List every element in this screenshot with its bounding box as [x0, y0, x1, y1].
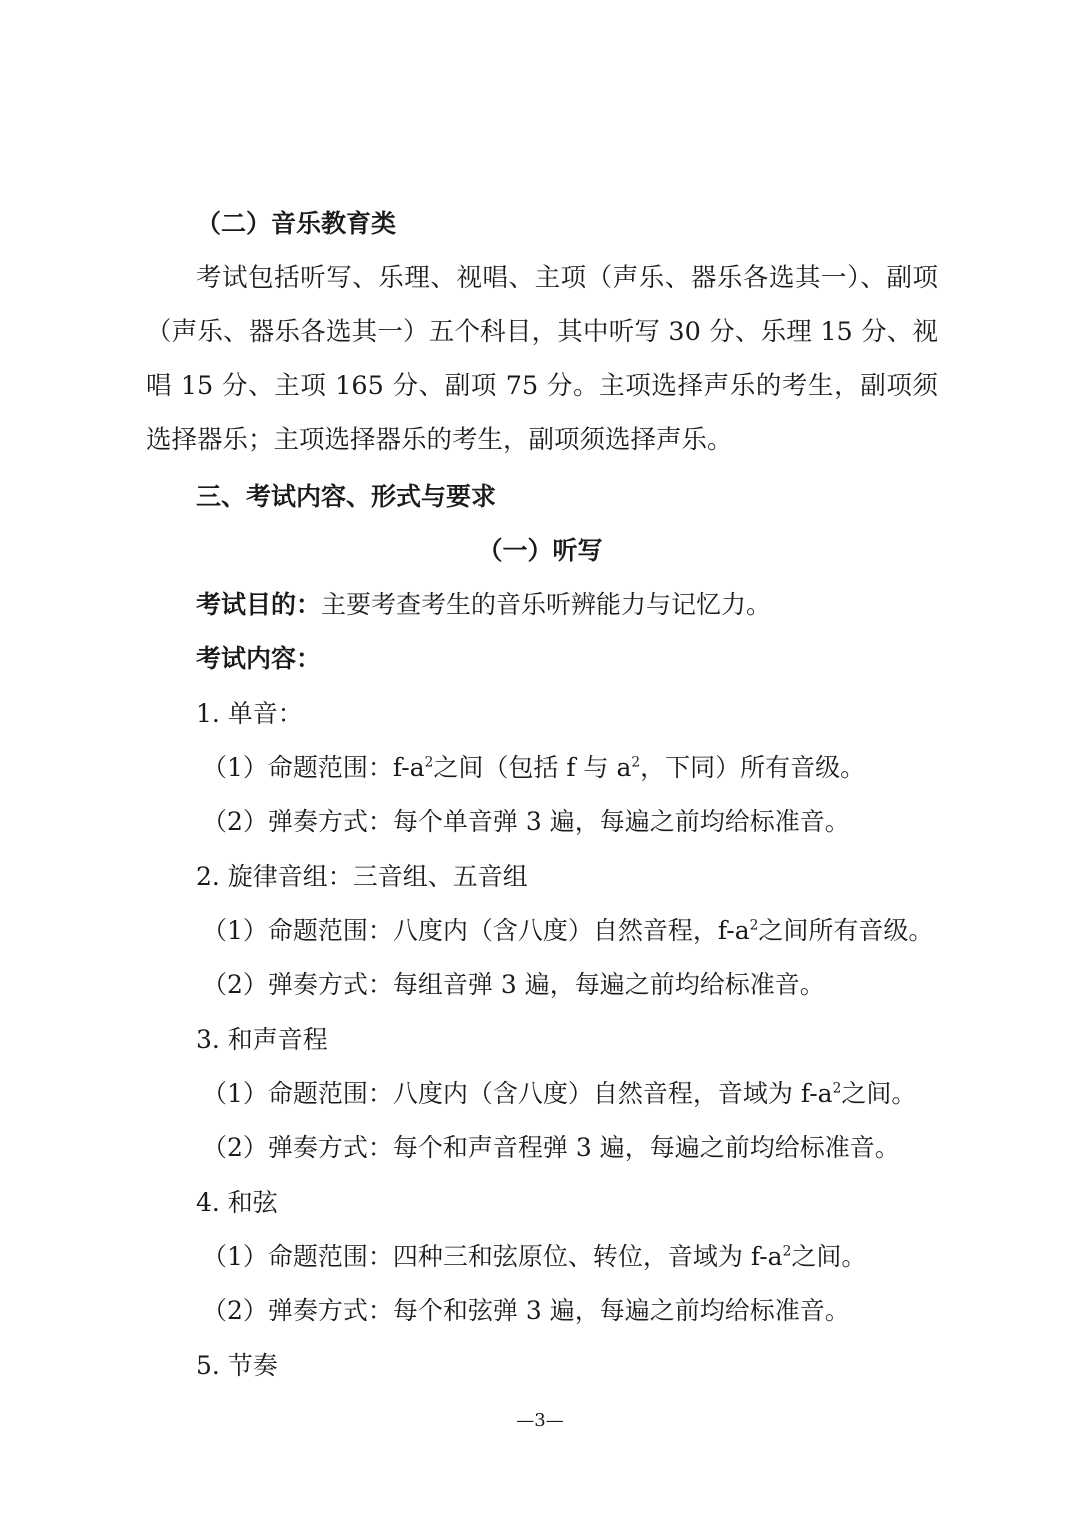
item-title-rhythm: 5. 节奏 [196, 1351, 278, 1380]
item-play-single-note: （2）弹奏方式：每个单音弹 3 遍，每遍之前均给标准音。 [202, 807, 850, 836]
section-heading-exam-content: 三、考试内容、形式与要求 [196, 482, 497, 511]
superscript: 2 [631, 754, 641, 771]
item-title-single-note: 1. 单音： [196, 699, 303, 728]
range-text: （1）命题范围：f-a [202, 753, 425, 782]
item-title-melodic-group: 2. 旋律音组：三音组、五音组 [196, 862, 528, 891]
range-text: 之间（包括 f 与 a [433, 753, 632, 782]
superscript: 2 [832, 1080, 842, 1097]
exam-purpose-text: 主要考查考生的音乐听辨能力与记忆力。 [321, 590, 772, 619]
item-range-single-note [202, 741, 1002, 795]
page-number: —3— [516, 1410, 564, 1431]
item-range-melodic-group [202, 904, 1002, 958]
range-text: ，下同）所有音级。 [640, 753, 866, 782]
superscript: 2 [782, 1243, 792, 1260]
exam-subjects-paragraph: 考试包括听写、乐理、视唱、主项（声乐、器乐各选其一）、副项（声乐、器乐各选其一）五个科目，其中听写 30 分、乐理 15 分、视唱 15 分、主项 165 分、副项 75 分。主项选择声乐的考生，副项须选择器乐；主项选择器乐的考生，副项须选择声乐。 [146, 263, 938, 455]
range-text: （1）命题范围：八度内（含八度）自然音程，音域为 f-a [202, 1079, 833, 1108]
range-text: 之间。 [791, 1242, 867, 1271]
range-text: （1）命题范围：八度内（含八度）自然音程，f-a [202, 916, 750, 945]
superscript: 2 [749, 917, 759, 934]
item-range-harmonic-interval [202, 1067, 1002, 1121]
exam-content-label: 考试内容： [196, 644, 322, 673]
range-text: 之间所有音级。 [758, 916, 934, 945]
item-title-harmonic-interval: 3. 和声音程 [196, 1025, 328, 1054]
superscript: 2 [424, 754, 434, 771]
exam-purpose-label: 考试目的： [196, 590, 322, 619]
item-play-harmonic-interval: （2）弹奏方式：每个和声音程弹 3 遍，每遍之前均给标准音。 [202, 1133, 900, 1162]
item-range-chord [202, 1230, 1002, 1284]
item-play-chord: （2）弹奏方式：每个和弦弹 3 遍，每遍之前均给标准音。 [202, 1296, 850, 1325]
section-heading-music-education: （二）音乐教育类 [196, 209, 397, 238]
item-play-melodic-group: （2）弹奏方式：每组音弹 3 遍，每遍之前均给标准音。 [202, 970, 825, 999]
subsection-heading-dictation: （一）听写 [477, 536, 603, 565]
exam-purpose [196, 578, 996, 632]
range-text: 之间。 [841, 1079, 917, 1108]
range-text: （1）命题范围：四种三和弦原位、转位，音域为 f-a [202, 1242, 783, 1271]
item-title-chord: 4. 和弦 [196, 1188, 278, 1217]
